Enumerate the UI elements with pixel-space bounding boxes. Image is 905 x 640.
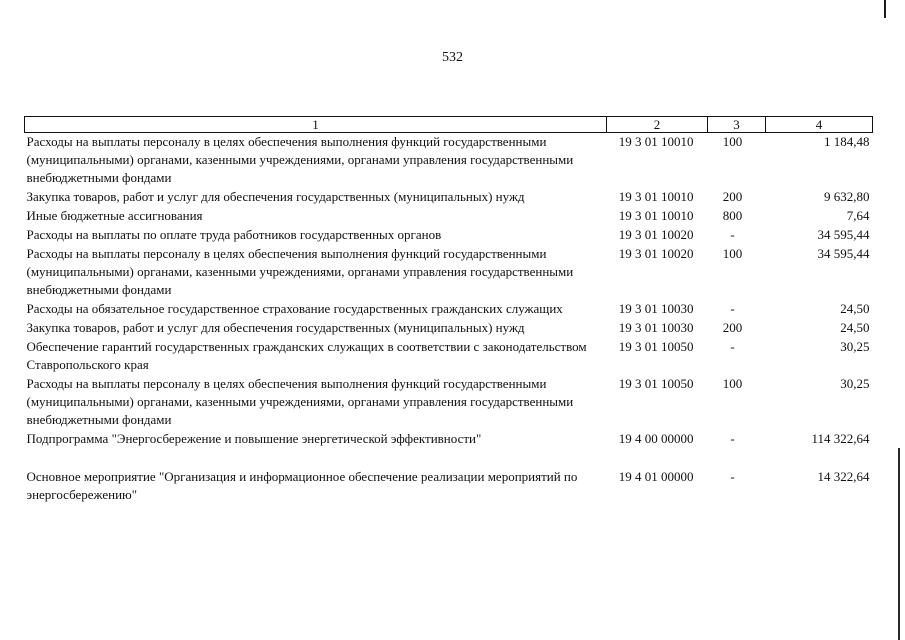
row-name: Обеспечение гарантий государственных гражданских служащих в соответствии с законодательством Ставропольского края: [26, 339, 587, 372]
row-code: 19 3 01 10020: [618, 227, 694, 242]
row-amount: 1 184,48: [824, 134, 870, 149]
row-type: 100: [722, 134, 743, 149]
row-type: 200: [722, 320, 743, 335]
header-col-2: 2: [607, 117, 708, 133]
scan-artifact-top: [884, 0, 886, 18]
table-row: [25, 207, 873, 226]
row-code: 19 3 01 10030: [618, 301, 694, 316]
row-amount: 30,25: [840, 339, 870, 354]
row-amount: 34 595,44: [817, 246, 870, 261]
row-type: 200: [722, 189, 743, 204]
table-row: [25, 430, 873, 449]
header-col-1: 1: [25, 117, 607, 133]
table-row: [25, 226, 873, 245]
row-amount: 34 595,44: [817, 227, 870, 242]
row-amount: 24,50: [840, 320, 870, 335]
table-row: [25, 300, 873, 319]
row-amount: 14 322,64: [817, 469, 870, 484]
row-type: 100: [722, 246, 743, 261]
row-name: Иные бюджетные ассигнования: [26, 208, 203, 223]
row-name: Расходы на выплаты по оплате труда работников государственных органов: [26, 227, 442, 242]
row-code: 19 3 01 10050: [618, 376, 694, 391]
header-col-3: 3: [708, 117, 766, 133]
table-row: [25, 375, 873, 430]
table-row: [25, 319, 873, 338]
row-code: 19 3 01 10030: [618, 320, 694, 335]
row-code: 19 3 01 10010: [618, 189, 694, 204]
row-name: Расходы на выплаты персоналу в целях обеспечения выполнения функций государственными (муниципальными) органами, казенными учреждениями, органами управления государственными внебюджетными фондами: [26, 376, 574, 427]
row-code: 19 3 01 10010: [618, 208, 694, 223]
row-name: Основное мероприятие "Организация и информационное обеспечение реализации мероприятий по энергосбережению": [26, 469, 578, 502]
row-name: Расходы на выплаты персоналу в целях обеспечения выполнения функций государственными (муниципальными) органами, казенными учреждениями, органами управления государственными внебюджетными фондами: [26, 134, 574, 185]
table-header-row: [25, 117, 873, 133]
table-row: [25, 188, 873, 207]
row-code: 19 3 01 10050: [618, 339, 694, 354]
row-type: 100: [722, 376, 743, 391]
row-name: Подпрограмма "Энергосбережение и повышение энергетической эффективности": [26, 431, 482, 446]
table-row: [25, 245, 873, 300]
row-code: 19 3 01 10010: [618, 134, 694, 149]
budget-table: [24, 116, 873, 505]
page-number: 532: [442, 50, 463, 65]
row-code: 19 4 00 00000: [618, 431, 694, 446]
row-amount: 7,64: [846, 208, 870, 223]
header-col-4: 4: [766, 117, 873, 133]
table-row: [25, 449, 873, 505]
row-type: 800: [722, 208, 743, 223]
row-type: -: [730, 227, 735, 242]
row-amount: 30,25: [840, 376, 870, 391]
scan-artifact-edge: [898, 448, 900, 640]
table-row: [25, 133, 873, 189]
row-type: -: [730, 431, 735, 446]
row-code: 19 3 01 10020: [618, 246, 694, 261]
row-name: Закупка товаров, работ и услуг для обеспечения государственных (муниципальных) нужд: [26, 189, 525, 204]
row-amount: 24,50: [840, 301, 870, 316]
row-type: -: [730, 301, 735, 316]
table-row: [25, 338, 873, 375]
row-code: 19 4 01 00000: [618, 469, 694, 484]
row-name: Закупка товаров, работ и услуг для обеспечения государственных (муниципальных) нужд: [26, 320, 525, 335]
row-amount: 9 632,80: [824, 189, 870, 204]
row-name: Расходы на обязательное государственное страхование государственных гражданских служащих: [26, 301, 563, 316]
row-name: Расходы на выплаты персоналу в целях обеспечения выполнения функций государственными (муниципальными) органами, казенными учреждениями, органами управления государственными внебюджетными фондами: [26, 246, 574, 297]
row-type: -: [730, 469, 735, 484]
row-type: -: [730, 339, 735, 354]
row-amount: 114 322,64: [811, 431, 870, 446]
